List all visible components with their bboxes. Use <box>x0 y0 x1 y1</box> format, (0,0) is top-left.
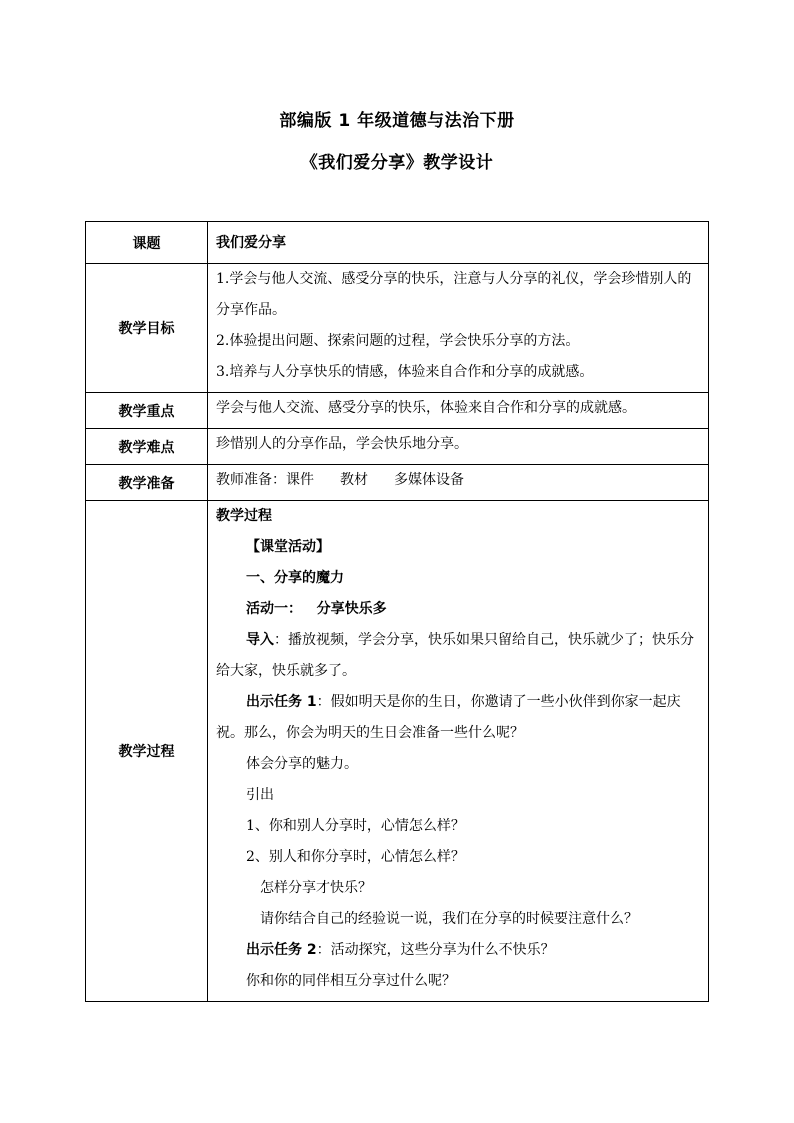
activity-1-name: 分享快乐多 <box>316 601 387 617</box>
task-2-text: ：活动探究，这些分享为什么不快乐？ <box>316 942 555 958</box>
intro-label: 导入 <box>246 632 274 648</box>
preparation-item-2: 教材 <box>340 472 368 488</box>
difficulties-label: 教学难点 <box>86 429 208 465</box>
activity-1-label: 活动一： <box>246 601 302 617</box>
question-2: 2、别人和你分享时，心情怎么样？ <box>246 849 465 865</box>
activity-header: 【课堂活动】 <box>246 539 330 555</box>
task-2-paragraph <box>216 935 702 966</box>
row-goals <box>86 264 709 393</box>
row-key-points <box>86 393 709 429</box>
row-topic <box>86 222 709 264</box>
goal-item-3: 3.培养与人分享快乐的情感，体验来自合作和分享的成就感。 <box>216 364 594 380</box>
preparation-prefix: 教师准备：课件 <box>216 472 314 488</box>
preparation-label: 教学准备 <box>86 465 208 501</box>
question-5: 你和你的同伴相互分享过什么呢？ <box>246 973 456 989</box>
feel-text: 体会分享的魅力。 <box>246 756 358 772</box>
question-4: 请你结合自己的经验说一说，我们在分享的时候要注意什么？ <box>260 911 638 927</box>
key-points-value: 学会与他人交流、感受分享的快乐，体验来自合作和分享的成就感。 <box>216 400 636 416</box>
section-1-title: 一、分享的魔力 <box>246 570 344 586</box>
intro-text: ：播放视频，学会分享，快乐如果只留给自己，快乐就少了；快乐分给大家，快乐就多了。 <box>216 632 694 679</box>
activity-1-title <box>216 594 702 625</box>
process-label: 教学过程 <box>86 501 208 1002</box>
difficulties-value: 珍惜别人的分享作品，学会快乐地分享。 <box>216 436 468 452</box>
task-1-paragraph <box>216 687 702 749</box>
goals-label: 教学目标 <box>86 264 208 393</box>
lead-text: 引出 <box>246 787 274 803</box>
preparation-value <box>216 465 702 496</box>
document-subtitle: 《我们爱分享》教学设计 <box>300 153 494 173</box>
process-heading: 教学过程 <box>216 508 272 524</box>
task-1-label: 出示任务 1 <box>246 694 317 710</box>
row-difficulties <box>86 429 709 465</box>
goal-item-1: 1.学会与他人交流、感受分享的快乐，注意与人分享的礼仪，学会珍惜别人的分享作品。 <box>216 271 692 318</box>
row-process <box>86 501 709 1002</box>
lesson-plan-table <box>85 221 709 1002</box>
row-preparation <box>86 465 709 501</box>
topic-value: 我们爱分享 <box>216 234 286 251</box>
question-3: 怎样分享才快乐？ <box>260 880 372 896</box>
document-title: 部编版 1 年级道德与法治下册 <box>279 111 515 131</box>
goal-item-2: 2.体验提出问题、探索问题的过程，学会快乐分享的方法。 <box>216 333 580 349</box>
preparation-item-3: 多媒体设备 <box>394 472 464 488</box>
task-1-text: ：假如明天是你的生日，你邀请了一些小伙伴到你家一起庆祝。那么，你会为明天的生日会准备一些什么呢？ <box>216 694 681 741</box>
task-2-label: 出示任务 2 <box>246 942 317 958</box>
intro-paragraph <box>216 625 702 687</box>
key-points-label: 教学重点 <box>86 393 208 429</box>
topic-label: 课题 <box>86 222 208 264</box>
question-1: 1、你和别人分享时，心情怎么样？ <box>246 818 465 834</box>
